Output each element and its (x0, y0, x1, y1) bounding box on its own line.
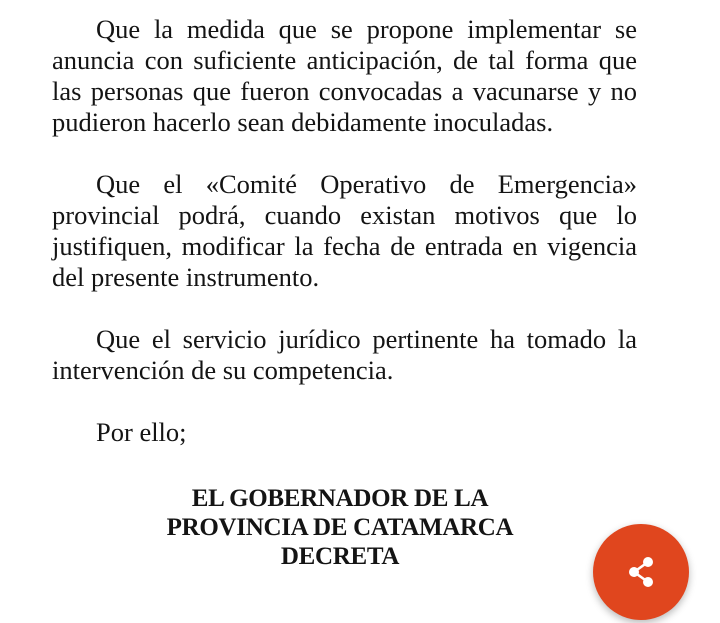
share-button[interactable] (593, 524, 689, 620)
heading-line-gobernador: EL GOBERNADOR DE LA (191, 485, 489, 512)
paragraph-medida: Que la medida que se propone implementar se anuncia con suficiente anticipación, de tal forma que las personas que fueron convocadas a vacunarse y no pudieron hacerlo sean debidamente inoculadas. (52, 14, 637, 137)
heading-line-provincia: PROVINCIA DE CATAMARCA (166, 514, 514, 541)
paragraph-por-ello: Por ello; (96, 417, 187, 447)
paragraph-servicio-juridico: Que el servicio jurídico pertinente ha tomado la intervención de su competencia. (52, 324, 637, 385)
document-body (52, 14, 637, 448)
decree-heading (150, 484, 530, 571)
heading-line-decreta: DECRETA (280, 543, 400, 570)
paragraph-comite: Que el «Comité Operativo de Emergencia» provincial podrá, cuando existan motivos que lo justifiquen, modificar la fecha de entrada en vigencia del presente instrumento. (52, 169, 637, 292)
share-icon (626, 556, 656, 588)
